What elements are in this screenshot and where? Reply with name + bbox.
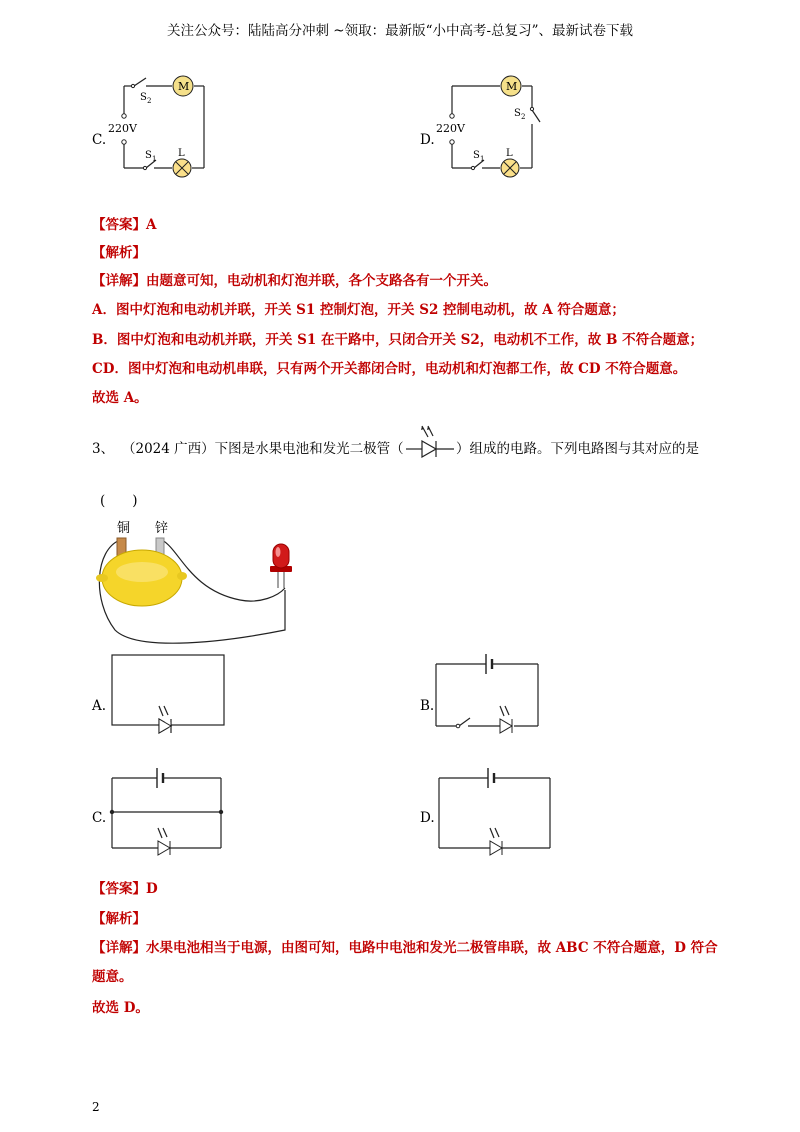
q2-answer: 【答案】A: [92, 217, 157, 233]
q2-analysis: 【解析】: [92, 245, 146, 261]
svg-text:S: S: [514, 108, 521, 119]
q3-answer: 【答案】D: [92, 881, 158, 897]
q2-line-b: B．图中灯泡和电动机并联，开关 S1 在干路中，只闭合开关 S2，电动机不工作，故 B 不符合题意；: [92, 332, 704, 348]
q3-text-after: ）组成的电路。下列电路图与其对应的是: [456, 441, 699, 457]
q3-answer-blank: ( ): [100, 493, 138, 509]
svg-text:1: 1: [480, 155, 485, 163]
q3-text-before: （2024 广西）下图是水果电池和发光二极管（: [122, 441, 404, 457]
q3-option-a-label: A.: [92, 698, 107, 714]
q3-option-c-label: C.: [92, 810, 107, 826]
option-d-label: D.: [420, 132, 435, 148]
q2-detail: 【详解】由题意可知，电动机和灯泡并联，各个支路各有一个开关。: [92, 273, 497, 289]
svg-text:L: L: [506, 148, 513, 159]
page-number: 2: [92, 1100, 100, 1114]
svg-text:220V: 220V: [436, 122, 465, 135]
q3-circuit-b: [430, 652, 548, 747]
page-header: 关注公众号：陆陆高分冲刺 ~领取：最新版“小中高考-总复习”、最新试卷下载: [167, 23, 633, 39]
zinc-label: 锌: [155, 521, 169, 536]
voltage-label: 220V: [108, 122, 137, 135]
q2-line-a: A．图中灯泡和电动机并联，开关 S1 控制灯泡，开关 S2 控制电动机，故 A 符合题意；: [92, 302, 625, 318]
svg-text:2: 2: [521, 113, 526, 121]
q3-number: 3、: [92, 441, 115, 457]
circuit-diagram-d: [428, 72, 543, 182]
svg-text:M: M: [506, 80, 518, 93]
q3-option-b-label: B.: [420, 698, 435, 714]
copper-label: 铜: [117, 521, 131, 536]
q3-detail-line-2: 题意。: [92, 969, 133, 985]
q3-circuit-a: [105, 650, 230, 745]
svg-text:2: 2: [147, 97, 152, 105]
q3-choice: 故选 D。: [92, 1000, 149, 1016]
option-c-label: C.: [92, 132, 107, 148]
inline-led-symbol: [404, 418, 456, 458]
svg-text:S: S: [473, 150, 480, 161]
svg-text:S: S: [145, 150, 152, 161]
q3-circuit-c: [105, 766, 230, 861]
svg-text:L: L: [178, 148, 185, 159]
q3-detail-line-1: 【详解】水果电池相当于电源，由图可知，电路中电池和发光二极管串联，故 ABC 不符合题意，D 符合: [92, 940, 718, 956]
q3-analysis: 【解析】: [92, 911, 146, 927]
q2-line-cd: CD．图中灯泡和电动机串联，只有两个开关都闭合时，电动机和灯泡都工作，故 CD 不符合题意。: [92, 361, 687, 377]
motor-label: M: [178, 80, 190, 93]
svg-text:1: 1: [152, 155, 157, 163]
q3-circuit-d: [432, 766, 557, 861]
circuit-diagram-c: [100, 72, 210, 182]
lemon-battery-illustration: [90, 530, 310, 655]
q3-option-d-label: D.: [420, 810, 435, 826]
q2-choice: 故选 A。: [92, 390, 148, 406]
svg-text:S: S: [140, 92, 147, 103]
